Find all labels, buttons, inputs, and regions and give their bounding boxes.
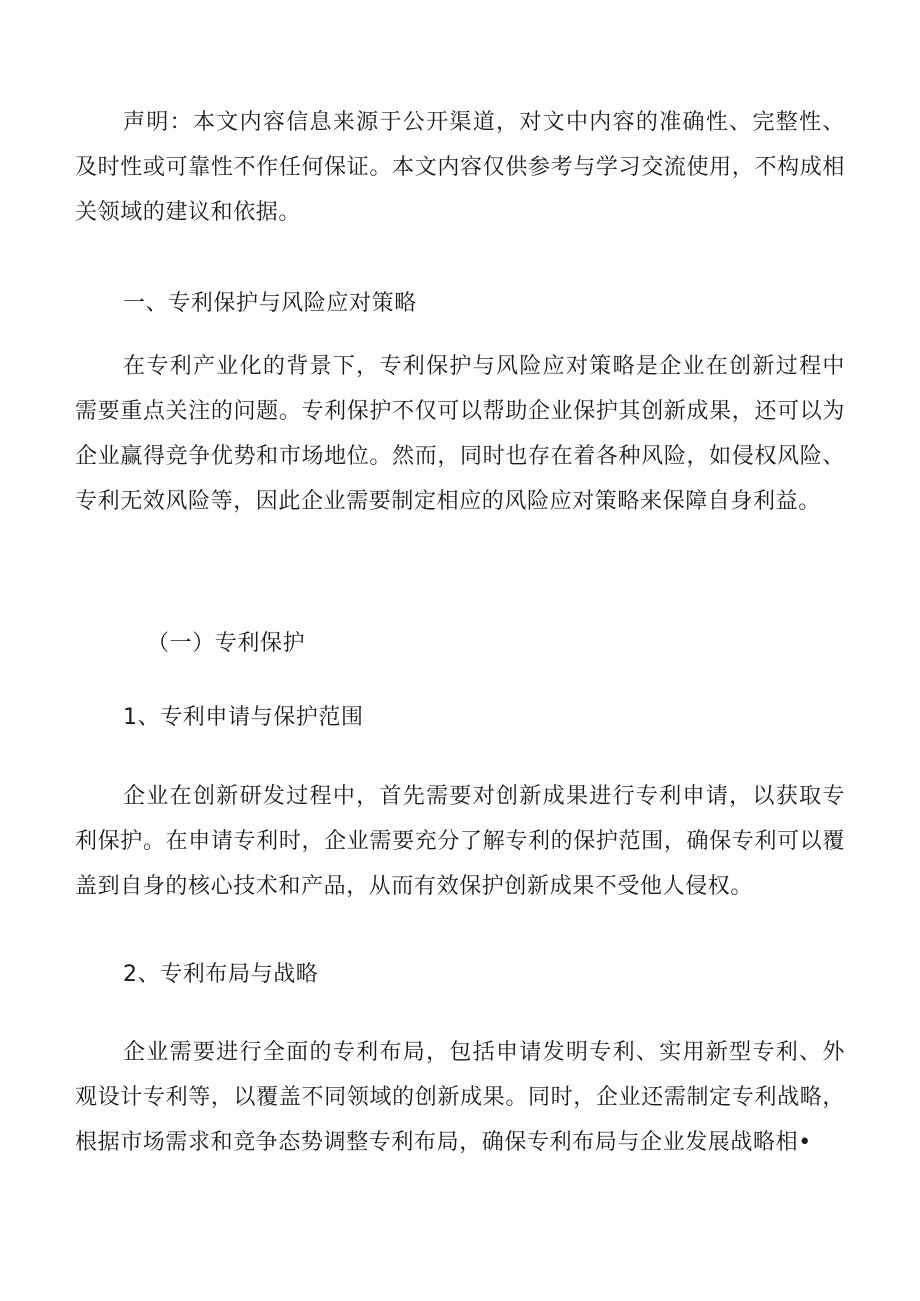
disclaimer-paragraph: 声明：本文内容信息来源于公开渠道，对文中内容的准确性、完整性、及时性或可靠性不作任何保证。本文内容仅供参考与学习交流使用，不构成相关领域的建议和依据。 [75,110,845,225]
item2-title: 2、专利布局与战略 [123,962,319,987]
item1-paragraph: 企业在创新研发过程中，首先需要对创新成果进行专利申请，以获取专利保护。在申请专利时，企业需要充分了解专利的保护范围，确保专利可以覆盖到自身的核心技术和产品，从而有效保护创新成果不受他人侵权。 [75,784,845,899]
section-title: 一、专利保护与风险应对策略 [123,291,417,316]
intro-paragraph: 在专利产业化的背景下，专利保护与风险应对策略是企业在创新过程中需要重点关注的问题。专利保护不仅可以帮助企业保护其创新成果，还可以为企业赢得竞争优势和市场地位。然而，同时也存在着各种风险，如侵权风险、专利无效风险等，因此企业需要制定相应的风险应对策略来保障自身利益。 [75,354,845,514]
item2-paragraph: 企业需要进行全面的专利布局，包括申请发明专利、实用新型专利、外观设计专利等，以覆盖不同领域的创新成果。同时，企业还需制定专利战略，根据市场需求和竞争态势调整专利布局，确保专利布局与企业发展战略相• [75,1040,845,1155]
item1-title: 1、专利申请与保护范围 [123,705,364,730]
subsection-title: （一）专利保护 [147,631,306,656]
